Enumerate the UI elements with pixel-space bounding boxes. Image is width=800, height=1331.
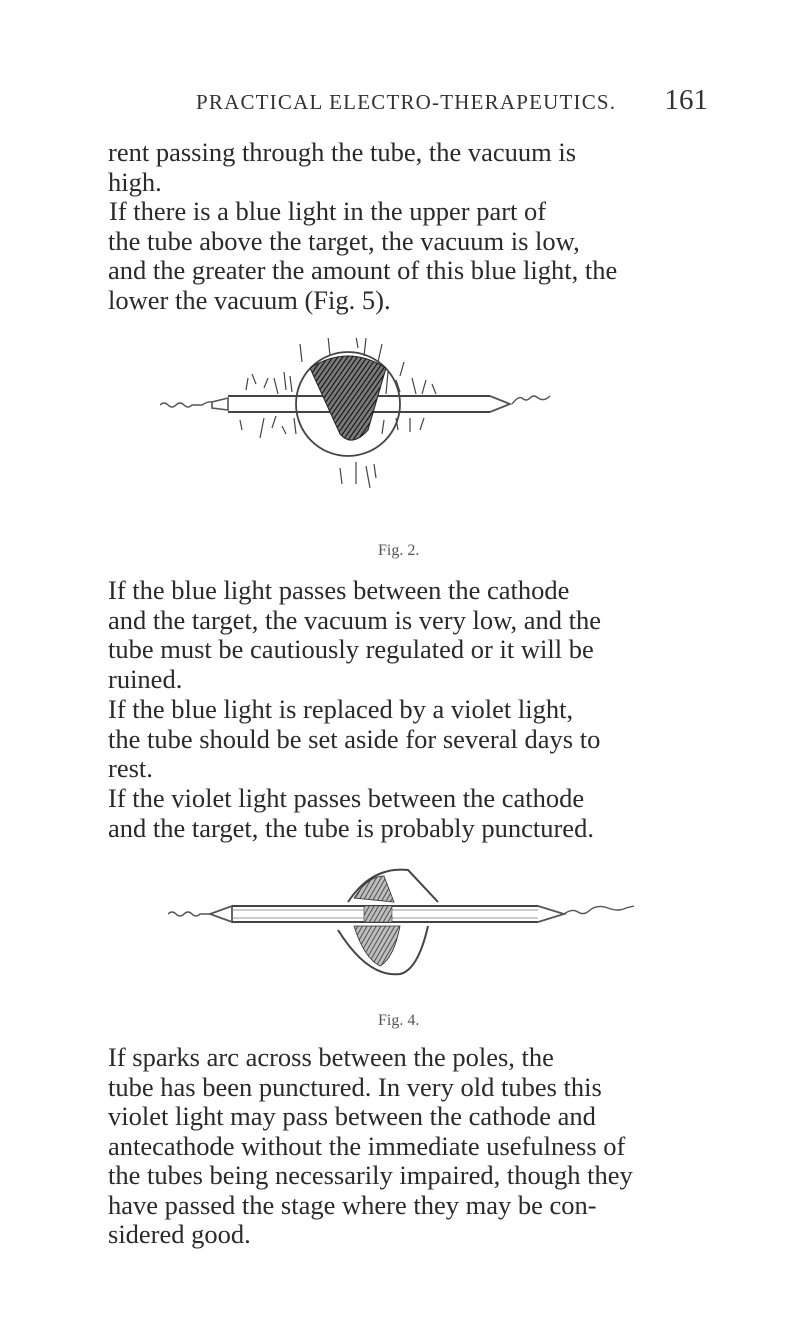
text-line: and the greater the amount of this blue light, the [108,255,618,285]
paragraph-6 [108,1043,702,1250]
text-line: and the target, the vacuum is very low, and the [108,604,602,635]
figure-4-illustration [168,862,648,1012]
text-line: rent passing through the tube, the vacuum is [108,137,577,167]
text-line: ruined. [108,663,183,694]
paragraph-1 [108,138,702,197]
page-number: 161 [664,84,708,116]
figure-2-illustration [160,338,560,538]
text-line: have passed the stage where they may be con- [108,1189,597,1220]
text-line: lower the vacuum (Fig. 5). [108,284,391,315]
text-line: If the blue light is replaced by a violet light, [108,694,574,724]
paragraph-4 [108,695,702,784]
text-line: antecathode without the immediate usefulness of [108,1130,626,1161]
text-line: If there is a blue light in the upper part of [109,196,547,226]
paragraph-2 [108,197,702,315]
text-line: If sparks arc across between the poles, the [108,1042,554,1072]
text-line: and the target, the tube is probably punctured. [108,812,594,843]
running-title: PRACTICAL ELECTRO-THERAPEUTICS. [196,90,617,114]
text-line: sidered good. [108,1219,251,1249]
text-line: violet light may pass between the cathode and [108,1101,596,1131]
running-head [108,86,714,122]
text-line: the tubes being necessarily impaired, though they [108,1160,633,1190]
text-line: high. [108,166,162,197]
paragraph-3 [108,576,702,694]
text-line: tube must be cautiously regulated or it will be [108,634,594,664]
text-line: tube has been punctured. In very old tubes this [108,1071,602,1102]
text-line: If the blue light passes between the cathode [108,575,570,605]
paragraph-5 [108,784,702,843]
text-line: rest. [108,753,153,783]
text-line: the tube above the target, the vacuum is low, [108,225,580,256]
figure-4-caption: Fig. 4. [378,1012,420,1029]
text-line: the tube should be set aside for several days to [108,723,601,754]
figure-2-caption: Fig. 2. [378,542,420,559]
text-line: If the violet light passes between the cathode [108,783,585,813]
